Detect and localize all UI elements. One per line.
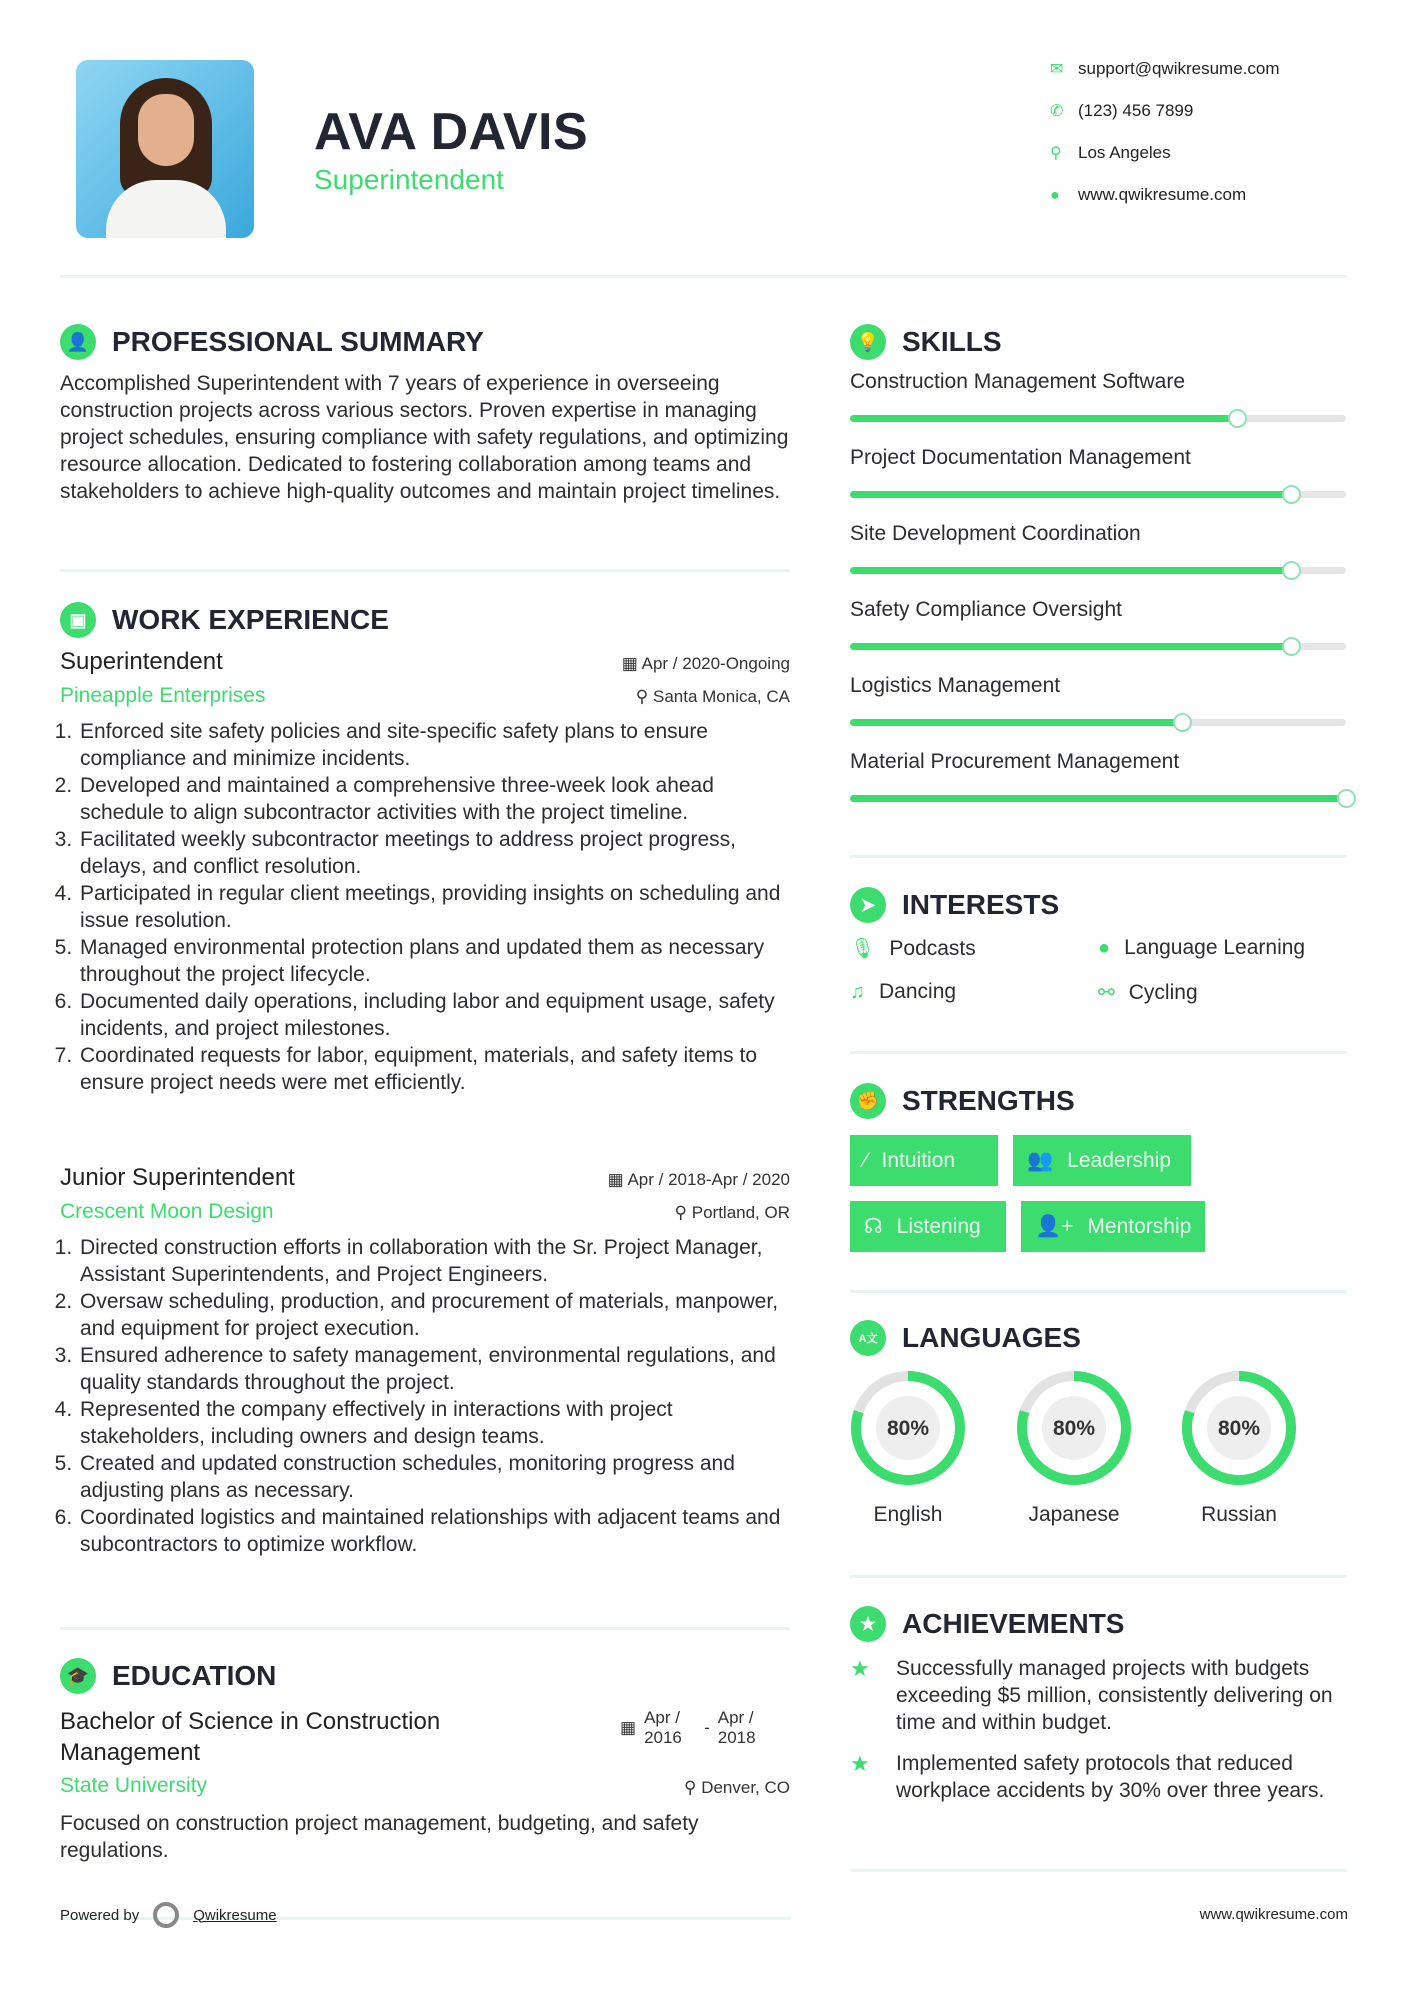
achievements-heading: ★ ACHIEVEMENTS xyxy=(850,1606,1124,1642)
skill-level-bar xyxy=(850,491,1346,498)
job-2 xyxy=(60,1164,790,1558)
skill-level-bar xyxy=(850,719,1346,726)
calendar-icon: ▦ xyxy=(621,654,642,673)
language-percent: 80% xyxy=(1052,1417,1096,1440)
skill-level-knob xyxy=(1282,485,1301,504)
achievement-item: ★ Successfully managed projects with budgets exceeding $5 million, consistently delivering on time and within budget. xyxy=(850,1656,1333,1734)
star-badge-icon: ★ xyxy=(850,1606,886,1642)
globe-icon: ● xyxy=(1050,187,1060,204)
map-pin-icon: ⚲ xyxy=(1050,145,1062,162)
skill-level-fill xyxy=(850,415,1237,422)
headphones-icon: ☊ xyxy=(864,1215,883,1238)
language-ring xyxy=(1013,1367,1135,1489)
skill-level-bar xyxy=(850,415,1346,422)
users-icon: 👥 xyxy=(1027,1148,1054,1172)
pin-icon: ⚲ xyxy=(635,687,653,706)
divider xyxy=(60,1627,790,1630)
graduation-icon: 🎓 xyxy=(60,1658,96,1694)
job-1 xyxy=(60,648,790,1096)
skill-level-bar xyxy=(850,643,1346,650)
language-percent: 80% xyxy=(1217,1417,1261,1440)
divider xyxy=(850,1575,1347,1578)
divider xyxy=(60,569,790,572)
skill-name: Project Documentation Management xyxy=(850,446,1191,469)
star-icon: ★ xyxy=(850,1751,870,1776)
qwikresume-link[interactable]: Qwikresume xyxy=(193,1906,277,1924)
skill-name: Construction Management Software xyxy=(850,370,1186,393)
language-name: English xyxy=(873,1503,943,1526)
divider xyxy=(850,1290,1347,1293)
skill-level-fill xyxy=(850,719,1182,726)
degree: Bachelor of Science in Construction Management xyxy=(60,1708,441,1766)
contact-website[interactable]: ● www.qwikresume.com xyxy=(1050,185,1247,204)
skill-level-bar xyxy=(850,795,1346,802)
fist-icon: ✊ xyxy=(850,1083,886,1119)
skills-heading: 💡 SKILLS xyxy=(850,324,1002,360)
skill-level-bar xyxy=(850,567,1346,574)
language-percent: 80% xyxy=(886,1417,930,1440)
microphone-icon: 🎙 xyxy=(850,938,876,960)
job-duties: 1. Enforced site safety policies and site-specific safety plans to ensure compliance and minimize incidents. 2. Developed and maintained a comprehensive three-week look ahead schedule to align subcontractor activities with the project timeline. 3. Facilitated weekly subcontractor meetings to address project progress, delays, and conflict resolution. 4. Participated in regular client meetings, providing insights on scheduling and issue resolution. 5. Managed environmental protection plans and updated them as necessary throughout the project lifecycle. 6. Documented daily operations, including labor and equipment usage, safety incidents, and project milestones. 7. Coordinated requests for labor, equipment, materials, and safety items to ensure project needs were met efficiently. xyxy=(60,718,790,1096)
summary-heading: 👤 PROFESSIONAL SUMMARY xyxy=(60,324,484,360)
languages-heading: A文 LANGUAGES xyxy=(850,1320,1081,1356)
user-icon: 👤 xyxy=(60,324,96,360)
divider xyxy=(850,1869,1347,1872)
interest-dancing: ♫ Dancing xyxy=(850,980,957,1003)
strength-chip: ⁄ Intuition xyxy=(850,1135,998,1186)
strength-chip: 👥 Leadership xyxy=(1013,1135,1191,1186)
paper-plane-icon: ➤ xyxy=(850,887,886,923)
language-name: Japanese xyxy=(1028,1503,1120,1526)
skill-level-knob xyxy=(1173,713,1192,732)
bicycle-icon: ⚯ xyxy=(1098,982,1115,1004)
skill-name: Logistics Management xyxy=(850,674,1061,697)
magic-wand-icon: ⁄ xyxy=(864,1148,868,1172)
company-name: Crescent Moon Design xyxy=(60,1200,274,1223)
user-plus-icon: 👤+ xyxy=(1035,1214,1074,1238)
calendar-icon: ▦ xyxy=(607,1170,628,1189)
skill-level-fill xyxy=(850,567,1291,574)
contact-location: ⚲ Los Angeles xyxy=(1050,143,1171,162)
candidate-name: AVA DAVIS xyxy=(314,103,589,161)
skill-level-knob xyxy=(1282,561,1301,580)
phone-icon: ✆ xyxy=(1050,103,1064,120)
education-location: ⚲ Denver, CO xyxy=(684,1778,790,1797)
job-date: ▦ Apr / 2018-Apr / 2020 xyxy=(607,1170,790,1189)
language-ring xyxy=(847,1367,969,1489)
candidate-title: Superintendent xyxy=(314,164,504,195)
interests-heading: ➤ INTERESTS xyxy=(850,887,1059,923)
skill-level-knob xyxy=(1282,637,1301,656)
star-icon: ★ xyxy=(850,1656,870,1681)
envelope-icon: ✉ xyxy=(1050,61,1064,78)
strengths-heading: ✊ STRENGTHS xyxy=(850,1083,1075,1119)
divider xyxy=(60,275,1347,278)
job-location: ⚲ Santa Monica, CA xyxy=(635,687,790,706)
skill-level-knob xyxy=(1337,789,1356,808)
footer-url[interactable]: www.qwikresume.com xyxy=(1199,1906,1348,1923)
language-ring xyxy=(1178,1367,1300,1489)
skill-name: Site Development Coordination xyxy=(850,522,1141,545)
contact-email[interactable]: ✉ support@qwikresume.com xyxy=(1050,59,1280,78)
divider xyxy=(850,855,1347,858)
strength-chip: ☊ Listening xyxy=(850,1201,1006,1252)
skill-level-knob xyxy=(1228,409,1247,428)
language-name: Russian xyxy=(1201,1503,1277,1526)
calendar-icon: ▦ xyxy=(620,1718,637,1737)
skill-level-fill xyxy=(850,795,1346,802)
pin-icon: ⚲ xyxy=(684,1778,702,1797)
music-note-icon: ♫ xyxy=(850,980,865,1003)
company-name: Pineapple Enterprises xyxy=(60,684,266,707)
interest-cycling: ⚯ Cycling xyxy=(1098,980,1198,1004)
job-duties: 1. Directed construction efforts in collaboration with the Sr. Project Manager, Assistant Superintendents, and Project Engineers. 2. Oversaw scheduling, production, and procurement of materials, manpower, and equipment for project execution. 3. Ensured adherence to safety management, environmental regulations, and quality standards throughout the project. 4. Represented the company effectively in interactions with project stakeholders, including owners and design teams. 5. Created and updated construction schedules, monitoring progress and adjusting plans as necessary. 6. Coordinated logistics and maintained relationships with adjacent teams and subcontractors to optimize workflow. xyxy=(60,1234,790,1558)
job-date: ▦ Apr / 2020-Ongoing xyxy=(621,654,790,673)
job-title: Superintendent xyxy=(60,648,223,675)
contact-phone[interactable]: ✆ (123) 456 7899 xyxy=(1050,101,1194,120)
work-heading: ▣ WORK EXPERIENCE xyxy=(60,602,389,638)
interest-language-learning: ● Language Learning xyxy=(1098,936,1306,959)
summary-text: Accomplished Superintendent with 7 years of experience in overseeing construction projects across various sectors. Proven expertise in managing project schedules, ensuring compliance with safety regulations, and optimizing resource allocation. Dedicated to fostering collaboration among teams and stakeholders to achieve high-quality outcomes and maintain project timelines. xyxy=(60,372,789,503)
job-title: Junior Superintendent xyxy=(60,1164,295,1191)
pin-icon: ⚲ xyxy=(674,1203,692,1222)
achievement-item: ★ Implemented safety protocols that reduced workplace accidents by 30% over three years. xyxy=(850,1751,1325,1802)
briefcase-icon: ▣ xyxy=(60,602,96,638)
divider xyxy=(850,1051,1347,1054)
qwikresume-logo-icon xyxy=(153,1902,179,1928)
interest-podcasts: 🎙 Podcasts xyxy=(850,936,976,960)
job-location: ⚲ Portland, OR xyxy=(674,1203,790,1222)
lightbulb-icon: 💡 xyxy=(850,324,886,360)
skill-level-fill xyxy=(850,491,1291,498)
language-icon: A文 xyxy=(850,1320,886,1356)
powered-by: Powered by Qwikresume xyxy=(60,1902,277,1928)
school-name: State University xyxy=(60,1774,208,1797)
education-date: ▦ Apr / 2016 - Apr / 2018 xyxy=(620,1708,756,1747)
globe-icon: ● xyxy=(1098,936,1111,959)
strength-chip: 👤+ Mentorship xyxy=(1021,1201,1205,1252)
profile-photo xyxy=(76,60,254,238)
skill-name: Safety Compliance Oversight xyxy=(850,598,1122,621)
skill-name: Material Procurement Management xyxy=(850,750,1180,773)
education-description: Focused on construction project management, budgeting, and safety regulations. xyxy=(60,1812,699,1862)
education-heading: 🎓 EDUCATION xyxy=(60,1658,276,1694)
skill-level-fill xyxy=(850,643,1291,650)
